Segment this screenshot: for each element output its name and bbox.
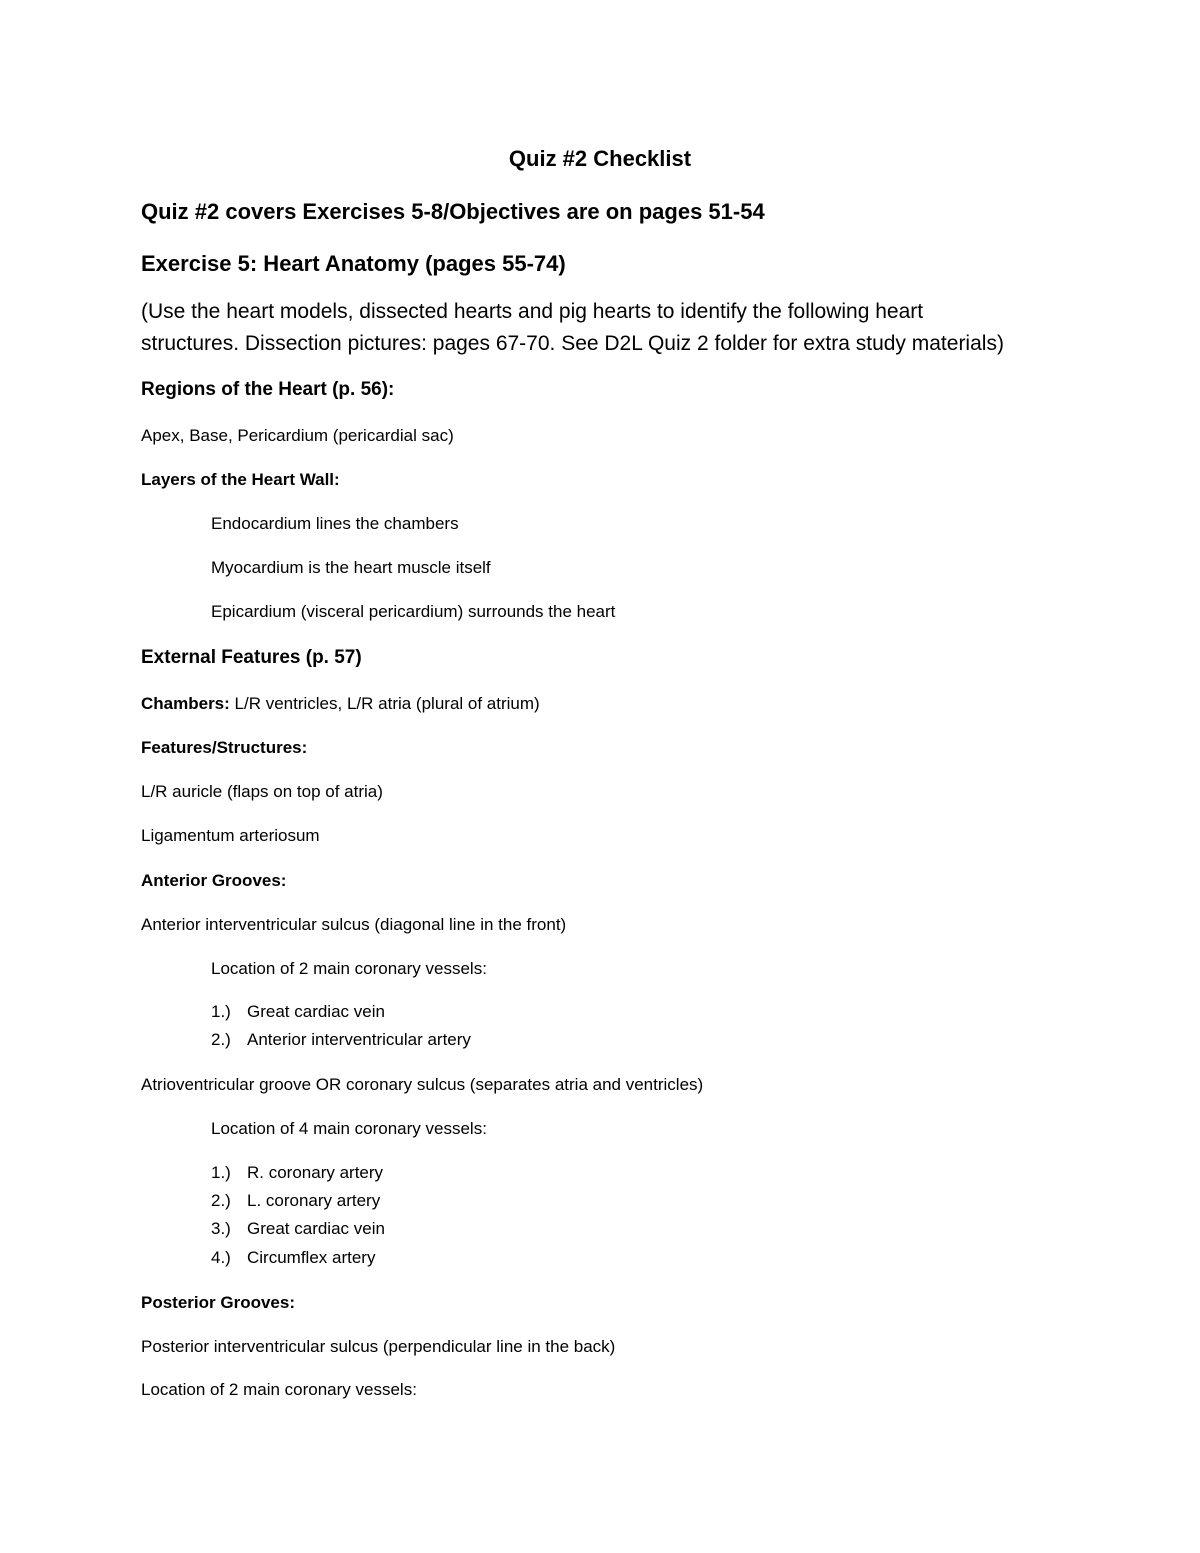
layer-item: Endocardium lines the chambers: [211, 514, 459, 533]
chambers-text: L/R ventricles, L/R atria (plural of atrium): [229, 694, 540, 713]
layer-item: Epicardium (visceral pericardium) surrounds the heart: [211, 602, 616, 621]
layers-heading: Layers of the Heart Wall:: [141, 470, 340, 489]
item-number: 4.): [211, 1248, 231, 1267]
av-groove: Atrioventricular groove OR coronary sulcus (separates atria and ventricles): [141, 1075, 704, 1094]
regions-heading: Regions of the Heart (p. 56):: [141, 379, 395, 400]
layer-item: Myocardium is the heart muscle itself: [211, 558, 491, 577]
numbered-item: [211, 1164, 383, 1181]
item-number: 2.): [211, 1191, 231, 1210]
chambers-label: Chambers:: [141, 694, 230, 713]
anterior-sulcus: Anterior interventricular sulcus (diagonal line in the front): [141, 915, 567, 934]
external-heading: External Features (p. 57): [141, 647, 362, 668]
posterior-sulcus: Posterior interventricular sulcus (perpendicular line in the back): [141, 1337, 616, 1356]
coverage-heading: Quiz #2 covers Exercises 5-8/Objectives are on pages 51-54: [141, 199, 765, 224]
anterior-vessels-label: Location of 2 main coronary vessels:: [211, 959, 487, 978]
posterior-heading: Posterior Grooves:: [141, 1293, 295, 1312]
intro-line-2: structures. Dissection pictures: pages 67-70. See D2L Quiz 2 folder for extra study materials): [141, 332, 1004, 355]
numbered-item: [211, 1249, 375, 1266]
numbered-item: [211, 1192, 380, 1209]
anterior-heading: Anterior Grooves:: [141, 871, 287, 890]
item-number: 3.): [211, 1219, 231, 1238]
features-heading: Features/Structures:: [141, 738, 308, 757]
item-text: Circumflex artery: [247, 1248, 376, 1267]
numbered-item: [211, 1031, 471, 1048]
regions-text: Apex, Base, Pericardium (pericardial sac): [141, 426, 454, 445]
item-text: Great cardiac vein: [247, 1002, 385, 1021]
document-title: Quiz #2 Checklist: [508, 146, 692, 171]
item-text: L. coronary artery: [247, 1191, 381, 1210]
item-text: R. coronary artery: [247, 1163, 384, 1182]
numbered-item: [211, 1220, 385, 1237]
item-text: Great cardiac vein: [247, 1219, 385, 1238]
av-vessels-label: Location of 4 main coronary vessels:: [211, 1119, 487, 1138]
numbered-item: [211, 1003, 385, 1020]
item-number: 2.): [211, 1030, 231, 1049]
item-number: 1.): [211, 1163, 231, 1182]
posterior-vessels-label: Location of 2 main coronary vessels:: [141, 1380, 417, 1399]
chambers-line: [141, 695, 540, 712]
item-text: Anterior interventricular artery: [247, 1030, 471, 1049]
exercise-heading: Exercise 5: Heart Anatomy (pages 55-74): [141, 251, 566, 276]
feature-item: L/R auricle (flaps on top of atria): [141, 782, 383, 801]
intro-line-1: (Use the heart models, dissected hearts and pig hearts to identify the following heart: [141, 300, 924, 323]
feature-item: Ligamentum arteriosum: [141, 826, 320, 845]
item-number: 1.): [211, 1002, 231, 1021]
